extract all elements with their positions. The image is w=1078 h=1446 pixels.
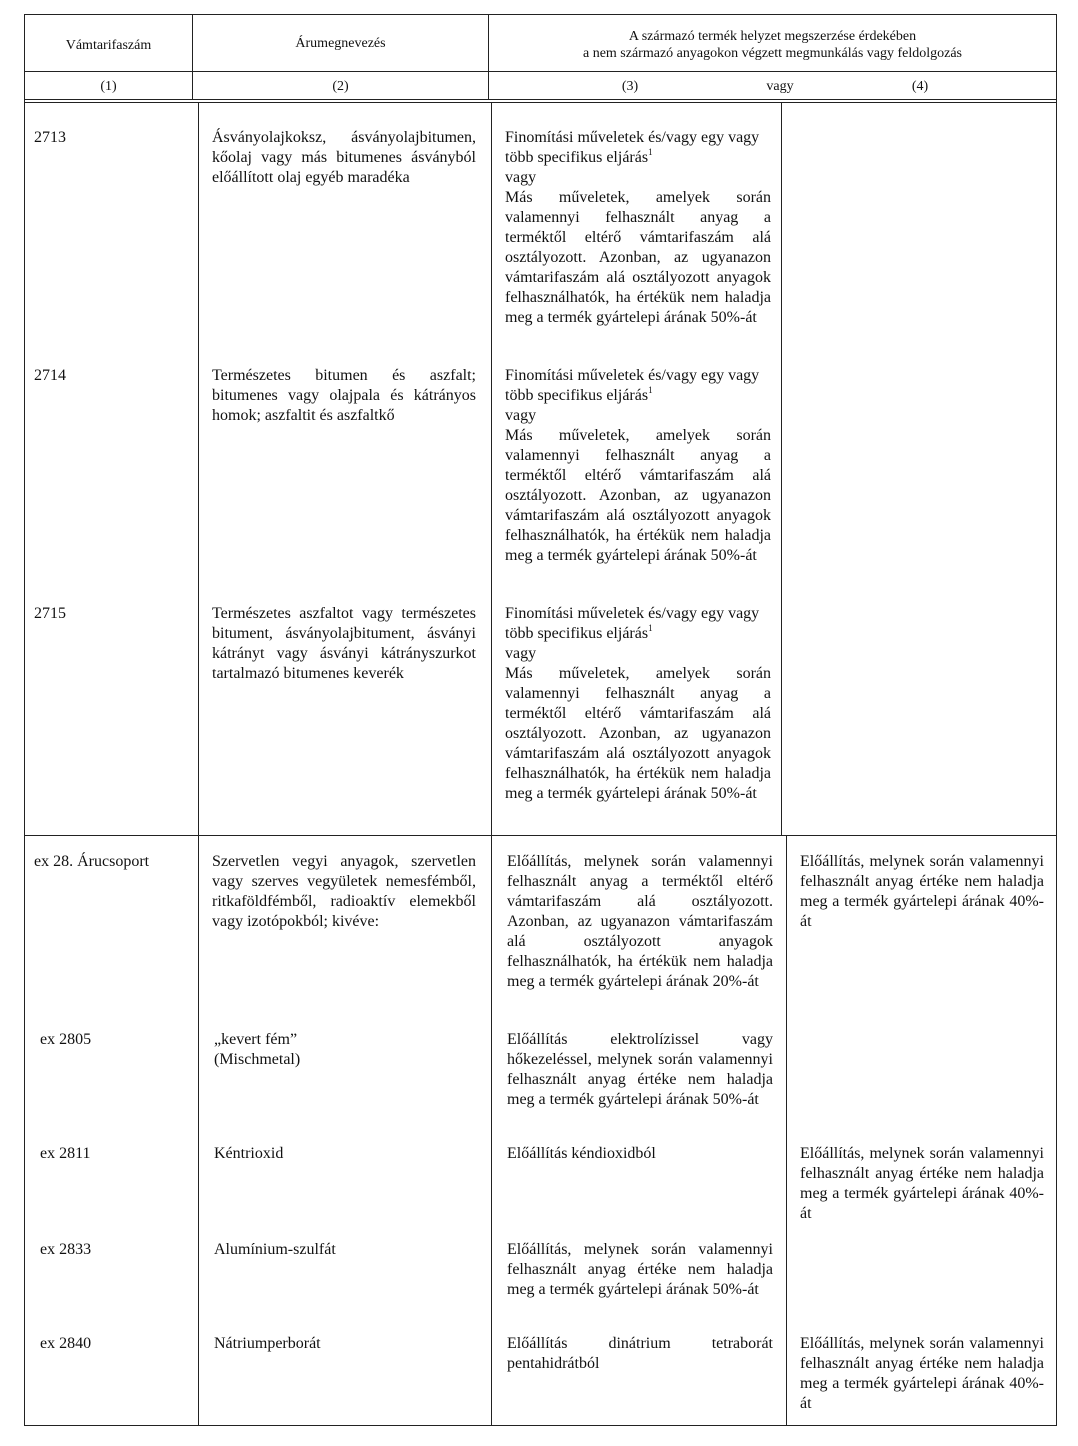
- process-a-text: Finomítási műveletek és/vagy egy vagy több specifikus eljárás: [505, 605, 760, 642]
- header-tariff-number: Vámtarifaszám: [65, 38, 152, 53]
- row-ex2833-code: ex 2833: [40, 1241, 92, 1258]
- process-a-text: Finomítási műveletek és/vagy egy vagy több specifikus eljárás: [505, 129, 760, 166]
- body-divider-4: [786, 835, 787, 1426]
- row-ex2840-code: ex 2840: [40, 1335, 92, 1352]
- row-ex28-code: ex 28. Árucsoport: [34, 853, 150, 870]
- row-ex28-process: Előállítás, melynek során valamennyi felhasznált anyag a terméktől eltérő vámtarifaszám alá osztályozott. Azonban, az ugyanazon vámtarifaszám alá osztályozott anyagok felhasználhatók, ha értékük nem haladja meg a termék gyártelepi árának 20%-át: [507, 853, 773, 990]
- process-a-text: Finomítási műveletek és/vagy egy vagy több specifikus eljárás: [505, 367, 760, 404]
- row-ex2811-process: Előállítás kéndioxidból: [507, 1145, 656, 1162]
- row-2713-or: vagy: [505, 169, 537, 186]
- header-processing-line1: A származó termék helyzet megszerzése érdekében: [628, 29, 917, 44]
- row-ex2805-process: Előállítás elektrolízissel vagy hőkezeléssel, melynek során valamennyi felhasznált anyag értéke nem haladja meg a termék gyártelepi árának 50%-át: [507, 1031, 773, 1108]
- body-divider-2: [491, 102, 492, 1426]
- row-2715-code: 2715: [34, 605, 66, 622]
- header-double-rule: [24, 102, 1057, 103]
- header-description: Árumegnevezés: [295, 36, 386, 51]
- footnote-ref: 1: [648, 147, 653, 157]
- row-2713-process-b: Más műveletek, amelyek során valamennyi felhasznált anyag a terméktől eltérő vámtarifaszám alá osztályozott. Azonban, az ugyanazon vámtarifaszám alá osztályozott anyagok felhasználhatók, ha értékük nem haladja meg a termék gyártelepi árának 50%-át: [505, 189, 771, 326]
- row-2715-process-b: Más műveletek, amelyek során valamennyi felhasznált anyag a terméktől eltérő vámtarifaszám alá osztályozott. Azonban, az ugyanazon vámtarifaszám alá osztályozott anyagok felhasználhatók, ha értékük nem haladja meg a termék gyártelepi árának 50%-át: [505, 665, 771, 802]
- row-ex2833-process: Előállítás, melynek során valamennyi felhasznált anyag értéke nem haladja meg a termék gyártelepi árának 50%-át: [507, 1241, 773, 1298]
- row-ex2811-description: Kéntrioxid: [214, 1145, 284, 1162]
- header-num-2: (2): [332, 79, 349, 94]
- row-2715-or: vagy: [505, 645, 537, 662]
- row-2715-description: Természetes aszfaltot vagy természetes bitument, ásványolajbitument, ásványi kátrányt vagy ásványi kátrányszurkot tartalmazó bitumenes keverék: [212, 605, 476, 682]
- row-ex2811-code: ex 2811: [40, 1145, 91, 1162]
- body-divider-3: [781, 102, 782, 835]
- row-ex2840-alternative: Előállítás, melynek során valamennyi felhasznált anyag értéke nem haladja meg a termék gyártelepi árának 40%-át: [800, 1335, 1044, 1412]
- row-ex28-description: Szervetlen vegyi anyagok, szervetlen vagy szerves vegyületek nemesfémből, ritkaföldfémből, radioaktív elemekből vagy izotópokból; kivéve:: [212, 853, 476, 930]
- row-2713-process-a: [505, 128, 771, 168]
- table-border-right: [1056, 14, 1057, 1426]
- row-2713-code: 2713: [34, 129, 66, 146]
- header-num-3: (3): [621, 79, 639, 94]
- row-ex2840-process: Előállítás dinátrium tetraborát pentahidrátból: [507, 1335, 773, 1372]
- row-2715-process-a: [505, 604, 771, 644]
- header-num-1: (1): [100, 79, 117, 94]
- row-ex28-alternative: Előállítás, melynek során valamennyi felhasznált anyag értéke nem haladja meg a termék gyártelepi árának 40%-át: [800, 853, 1044, 930]
- footnote-ref: 1: [648, 623, 653, 633]
- table-border-bottom: [24, 1425, 1057, 1426]
- table-border-left: [24, 14, 25, 1426]
- row-ex2805-description-1: „kevert fém”: [214, 1031, 298, 1048]
- header-rule: [24, 71, 1057, 72]
- row-2714-process-b: Más műveletek, amelyek során valamennyi felhasznált anyag a terméktől eltérő vámtarifaszám alá osztályozott. Azonban, az ugyanazon vámtarifaszám alá osztályozott anyagok felhasználhatók, ha értékük nem haladja meg a termék gyártelepi árának 50%-át: [505, 427, 771, 564]
- row-ex2811-alternative: Előállítás, melynek során valamennyi felhasznált anyag értéke nem haladja meg a termék gyártelepi árának 40%-át: [800, 1145, 1044, 1222]
- row-ex2805-code: ex 2805: [40, 1031, 92, 1048]
- header-num-or: vagy: [766, 79, 794, 94]
- header-number-rule: [24, 99, 1057, 100]
- row-ex2805-description-2: (Mischmetal): [214, 1051, 301, 1068]
- row-2714-description: Természetes bitumen és aszfalt; bitumenes vagy olajpala és kátrányos homok; aszfaltit és aszfaltkő: [212, 367, 476, 424]
- row-ex2833-description: Alumínium-szulfát: [214, 1241, 336, 1258]
- table-border-top: [24, 14, 1057, 15]
- body-divider-1: [198, 102, 199, 1426]
- section-rule: [24, 835, 1057, 836]
- row-2714-or: vagy: [505, 407, 537, 424]
- header-num-4: (4): [911, 79, 929, 94]
- row-2714-code: 2714: [34, 367, 66, 384]
- footnote-ref: 1: [648, 385, 653, 395]
- header-processing-line2: a nem származó anyagokon végzett megmunkálás vagy feldolgozás: [582, 46, 963, 61]
- row-2713-description: Ásványolajkoksz, ásványolajbitumen, kőolaj vagy más bitumenes ásványból előállított olaj egyéb maradéka: [212, 129, 476, 186]
- row-2714-process-a: [505, 366, 771, 406]
- row-ex2840-description: Nátriumperborát: [214, 1335, 321, 1352]
